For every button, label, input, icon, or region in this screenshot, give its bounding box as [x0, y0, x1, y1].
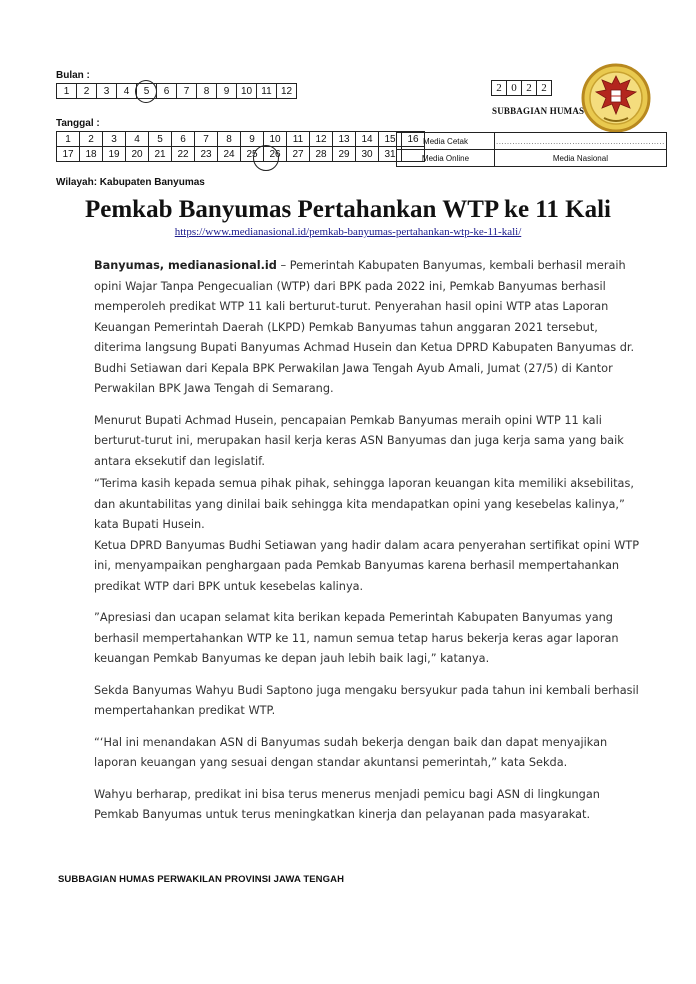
- lead-dateline: Banyumas, medianasional.id: [94, 259, 277, 272]
- date-cell: 23: [195, 147, 218, 162]
- month-grid: [56, 83, 297, 99]
- paragraph: Menurut Bupati Achmad Husein, pencapaian Pemkab Banyumas meraih opini WTP 11 kali berturut-turut ini, merupakan hasil kerja keras ASN Banyumas dan juga kerja sama yang baik antara eksekutif dan legislatif.: [94, 413, 624, 468]
- paragraph: Ketua DPRD Banyumas Budhi Setiawan yang hadir dalam acara penyerahan sertifikat opini WTP ini, menyampaikan penghargaan pada Pemkab Banyumas karena berhasil mempertahankan predikat WTP dari BPK untuk kesebelas kalinya.: [94, 538, 640, 593]
- year-box: [491, 80, 552, 96]
- date-cell: 13: [333, 132, 356, 147]
- month-cell: 11: [257, 84, 277, 99]
- year-digit: 2: [492, 81, 507, 96]
- date-cell: 16: [402, 132, 425, 147]
- lead-text: – Pemerintah Kabupaten Banyumas, kembali berhasil meraih opini Wajar Tanpa Pengecualian (WTP) dari BPK pada 2022 ini, Pemkab Banyumas berhasil memperoleh predikat WTP 11 kali berturut-turut. Penyerahan hasil opini WTP atas Laporan Keuangan Pemerintah Daerah (LKPD) Pemkab Banyumas tahun anggaran 2021 tersebut, diterima langsung Bupati Banyumas Achmad Husein dan Ketua DPRD Kabupaten Banyumas dr. Budhi Setiawan dari Kepala BPK Perwakilan Jawa Tengah Ayub Amali, Jumat (27/5) di Kantor Perwakilan BPK Jawa Tengah di Semarang.: [94, 259, 635, 395]
- date-cell: 12: [310, 132, 333, 147]
- paragraph: “‘Hal ini menandakan ASN di Banyumas sudah bekerja dengan baik dan dapat menyajikan laporan keuangan yang sesuai dengan standar akuntansi pemerintah,” kata Sekda.: [94, 735, 608, 769]
- media-table: [396, 132, 667, 167]
- paragraph: Sekda Banyumas Wahyu Budi Saptono juga mengaku bersyukur pada tahun ini kembali berhasil mempertahankan predikat WTP.: [94, 683, 639, 717]
- month-cell: 8: [197, 84, 217, 99]
- article-body: [94, 256, 646, 826]
- month-cell: 12: [277, 84, 297, 99]
- month-cell: 3: [97, 84, 117, 99]
- month-cell: 7: [177, 84, 197, 99]
- month-cell: 2: [77, 84, 97, 99]
- year-digit: 0: [507, 81, 522, 96]
- bpk-garuda-emblem-icon: [580, 62, 652, 134]
- unit-label: SUBBAGIAN HUMAS: [492, 106, 585, 116]
- date-cell: 31: [379, 147, 402, 162]
- date-cell: 3: [103, 132, 126, 147]
- paragraph: “Terima kasih kepada semua pihak pihak, sehingga laporan keuangan kita memiliki aksebilitas, dan akuntabilitas yang dinilai baik sehingga kita mendapatkan opini yang kesebelas kalinya,” kata Bupati Husein.: [94, 477, 634, 531]
- date-cell: 28: [310, 147, 333, 162]
- date-cell: 11: [287, 132, 310, 147]
- month-cell: 9: [217, 84, 237, 99]
- date-cell: 17: [57, 147, 80, 162]
- date-cell: 24: [218, 147, 241, 162]
- date-cell: 21: [149, 147, 172, 162]
- media-cetak-value: ..............................................................: [495, 133, 667, 150]
- date-cell: 15: [379, 132, 402, 147]
- date-cell: 29: [333, 147, 356, 162]
- date-cell: 10: [264, 132, 287, 147]
- media-online-value: Media Nasional: [495, 150, 667, 167]
- paragraph: ”Apresiasi dan ucapan selamat kita berikan kepada Pemerintah Kabupaten Banyumas yang berhasil mempertahankan WTP ke 11, namun semua tetap harus bekerja keras agar laporan keuangan Pemkab Banyumas ke depan jauh lebih baik lagi,” katanya.: [94, 611, 619, 665]
- date-cell: 14: [356, 132, 379, 147]
- date-cell: 30: [356, 147, 379, 162]
- date-cell: 5: [149, 132, 172, 147]
- article-title: Pemkab Banyumas Pertahankan WTP ke 11 Kali: [84, 196, 611, 223]
- paragraph-lead: [94, 256, 646, 400]
- year-digit: 2: [522, 81, 537, 96]
- date-cell: 7: [195, 132, 218, 147]
- month-cell: 10: [237, 84, 257, 99]
- date-cell: 9: [241, 132, 264, 147]
- selected-month-circle: [135, 80, 157, 103]
- article-source-link[interactable]: https://www.medianasional.id/pemkab-banyumas-pertahankan-wtp-ke-11-kali/: [174, 226, 522, 238]
- date-cell: 8: [218, 132, 241, 147]
- media-online-label: Media Online: [397, 150, 495, 167]
- month-cell: 4: [117, 84, 137, 99]
- date-cell: 19: [103, 147, 126, 162]
- date-cell: 4: [126, 132, 149, 147]
- footer-unit: SUBBAGIAN HUMAS PERWAKILAN PROVINSI JAWA TENGAH: [58, 874, 345, 885]
- month-cell: 1: [57, 84, 77, 99]
- date-cell: 20: [126, 147, 149, 162]
- date-cell: 27: [287, 147, 310, 162]
- year-digit: 2: [537, 81, 552, 96]
- date-cell: 18: [80, 147, 103, 162]
- selected-date-circle: [253, 145, 279, 171]
- month-cell: 5: [137, 84, 157, 99]
- date-cell: 6: [172, 132, 195, 147]
- bulan-label: Bulan :: [56, 70, 90, 81]
- date-cell: 1: [57, 132, 80, 147]
- tanggal-label: Tanggal :: [56, 118, 100, 129]
- media-cetak-label: Media Cetak: [397, 133, 495, 150]
- date-cell: 26: [264, 147, 287, 162]
- date-cell: 25: [241, 147, 264, 162]
- date-cell: 22: [172, 147, 195, 162]
- region-label: Wilayah: Kabupaten Banyumas: [56, 177, 205, 188]
- paragraph: Wahyu berharap, predikat ini bisa terus menerus menjadi pemicu bagi ASN di lingkungan Pemkab Banyumas untuk terus meningkatkan kinerja dan pelayanan pada masyarakat.: [94, 787, 600, 821]
- date-grid: [56, 131, 425, 162]
- date-cell: 2: [80, 132, 103, 147]
- month-cell: 6: [157, 84, 177, 99]
